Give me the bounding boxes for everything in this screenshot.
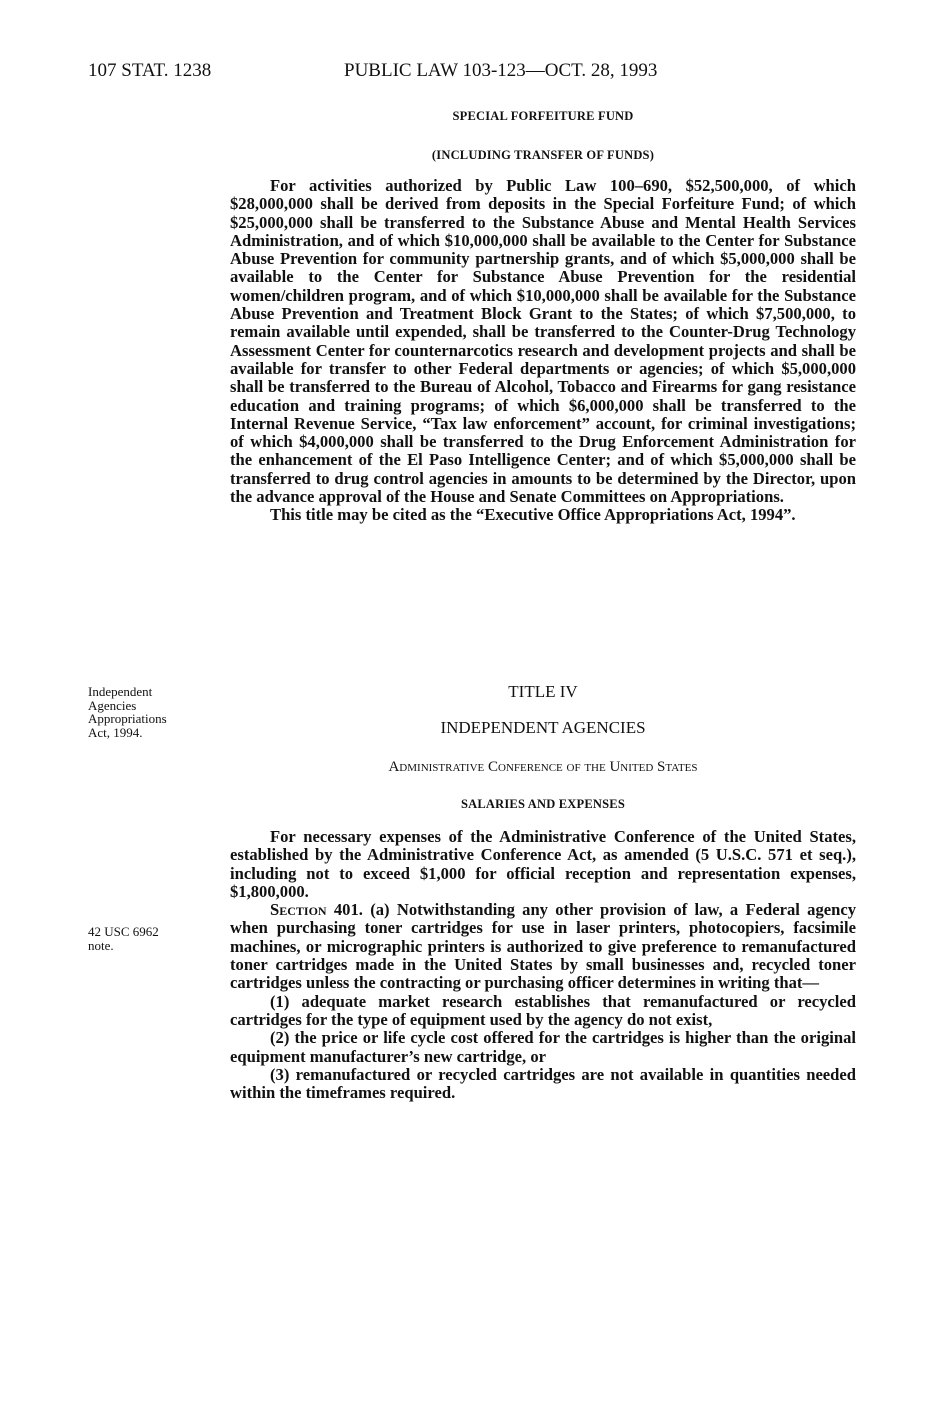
margin-note-line: note. [88, 937, 114, 953]
margin-note-line: Agencies [88, 697, 137, 713]
stat-page-number: 107 STAT. 1238 [88, 60, 212, 81]
list-item: (3) remanufactured or recycled cartridges are not available in quantities needed within the timeframes required. [230, 1064, 856, 1103]
margin-note-line: Appropriations [88, 711, 167, 726]
section-heading-forfeiture: SPECIAL FORFEITURE FUND [452, 109, 634, 123]
margin-note-usc [88, 925, 159, 952]
salaries-expenses-heading: SALARIES AND EXPENSES [461, 797, 625, 811]
margin-note-line: Act, 1994. [88, 724, 143, 740]
title-iv-paragraph-block [230, 828, 856, 1102]
agency-heading: Administrative Conference of the United States [388, 759, 698, 775]
section-401-paragraph [230, 901, 856, 992]
public-law-title: PUBLIC LAW 103-123—OCT. 28, 1993 [344, 60, 658, 81]
section-label: Section [270, 900, 327, 920]
title-citation: This title may be cited as the “Executive Office Appropriations Act, 1994”. [270, 505, 796, 525]
margin-note-line: Independent [88, 684, 153, 699]
margin-note-line: 42 USC 6962 [88, 924, 159, 939]
forfeiture-body: For activities authorized by Public Law 100–690, $52,500,000, of which $28,000,000 shall be derived from deposits in the Special Forfeiture Fund; of which $25,000,000 shall be transferred to the Substance Abuse and Mental Health Services Administration, and of which $10,000,000 shall be available to the Center for Substance Abuse Prevention for community partnership grants, and of which $5,000,000 shall be available to the Center for Substance Abuse Prevention for the residential women/children program, and of which $10,000,000 shall be available for the Substance Abuse Prevention and Treatment Block Grant to the States; of which $7,500,000, to remain available until expended, shall be transferred to the Counter-Drug Technology Assessment Center for counternarcotics research and development projects and shall be available for transfer to other Federal departments or agencies; of which $5,000,000 shall be transferred to the Bureau of Alcohol, Tobacco and Firearms for gang resistance education and training programs; of which $6,000,000 shall be transferred to the Internal Revenue Service, “Tax law enforcement” account, for criminal investigations; of which $4,000,000 shall be transferred to the Drug Enforcement Administration for the enhancement of the El Paso Intelligence Center; and of which $5,000,000 shall be transferred to drug control agencies in amounts to be determined by the Director, upon the advance approval of the House and Senate Committees on Appropriations. [230, 176, 856, 507]
list-item: (2) the price or life cycle cost offered for the cartridges is higher than the original equipment manufacturer’s new cartridge, or [230, 1028, 856, 1066]
margin-note-independent-agencies [88, 685, 167, 739]
list-item: (1) adequate market research establishes that remanufactured or recycled cartridges for the type of equipment used by the agency do not exist, [230, 991, 856, 1029]
forfeiture-paragraph-block [230, 177, 856, 525]
independent-agencies-heading: INDEPENDENT AGENCIES [440, 718, 646, 737]
section-401-body: 401. (a) Notwithstanding any other provision of law, a Federal agency when purchasing toner cartridges for use in laser printers, photocopiers, facsimile machines, or micrographic printers is authorized to give preference to remanufactured toner cartridges made in the United States by small businesses and, recycled toner cartridges unless the contracting or purchasing officer determines in writing that— [230, 900, 856, 993]
administrative-conference-body: For necessary expenses of the Administrative Conference of the United States, established by the Administrative Conference Act, as amended (5 U.S.C. 571 et seq.), including not to exceed $1,000 for official reception and representation expenses, $1,800,000. [230, 827, 856, 901]
title-iv-heading: TITLE IV [508, 682, 578, 701]
section-subheading-transfer: (INCLUDING TRANSFER OF FUNDS) [431, 148, 655, 162]
